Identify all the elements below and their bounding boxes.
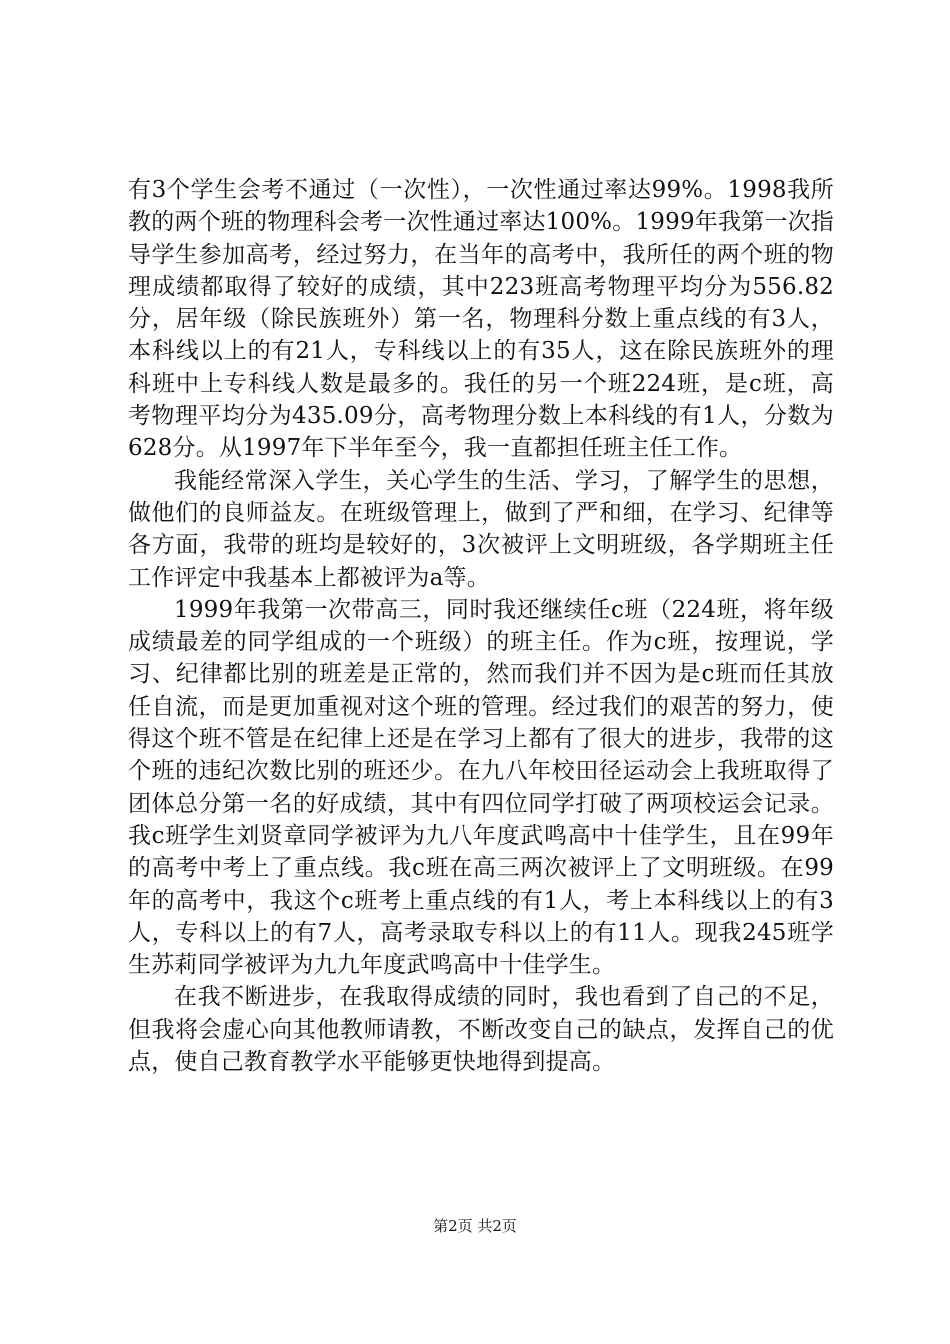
paragraph-1: 有3个学生会考不通过（一次性），一次性通过率达99%。1998我所教的两个班的物理科会考一次性通过率达100%。1999年我第一次指导学生参加高考，经过努力，在当年的高考中，我所任的两个班的物理成绩都取得了较好的成绩，其中223班高考物理平均分为556.82分，居年级（除民族班外）第一名，物理科分数上重点线的有3人，本科线以上的有21人，专科线以上的有35人，这在除民族班外的理科班中上专科线人数是最多的。我任的另一个班224班，是c班，高考物理平均分为435.09分，高考物理分数上本科线的有1人，分数为628分。从1997年下半年至今，我一直都担任班主任工作。: [128, 177, 834, 462]
paragraph-4: 在我不断进步，在我取得成绩的同时，我也看到了自己的不足，但我将会虚心向其他教师请教，不断改变自己的缺点，发挥自己的优点，使自己教育教学水平能够更快地得到提高。: [128, 984, 834, 1076]
paragraph-2: 我能经常深入学生，关心学生的生活、学习，了解学生的思想，做他们的良师益友。在班级管理上，做到了严和细，在学习、纪律等各方面，我带的班均是较好的，3次被评上文明班级，各学期班主任工作评定中我基本上都被评为a等。: [128, 467, 834, 591]
paragraph-3: 1999年我第一次带高三，同时我还继续任c班（224班，将年级成绩最差的同学组成的一个班级）的班主任。作为c班，按理说，学习、纪律都比别的班差是正常的，然而我们并不因为是c班而任其放任自流，而是更加重视对这个班的管理。经过我们的艰苦的努力，使得这个班不管是在纪律上还是在学习上都有了很大的进步，我带的这个班的违纪次数比别的班还少。在九八年校田径运动会上我班取得了团体总分第一名的好成绩，其中有四位同学打破了两项校运会记录。我c班学生刘贤章同学被评为九八年度武鸣高中十佳学生，且在99年的高考中考上了重点线。我c班在高三两次被评上了文明班级。在99年的高考中，我这个c班考上重点线的有1人，考上本科线以上的有3人，专科以上的有7人，高考录取专科以上的有11人。现我245班学生苏莉同学被评为九九年度武鸣高中十佳学生。: [128, 596, 834, 979]
document-body: [128, 174, 834, 1078]
page-footer: 第2页 共2页: [433, 1217, 517, 1235]
